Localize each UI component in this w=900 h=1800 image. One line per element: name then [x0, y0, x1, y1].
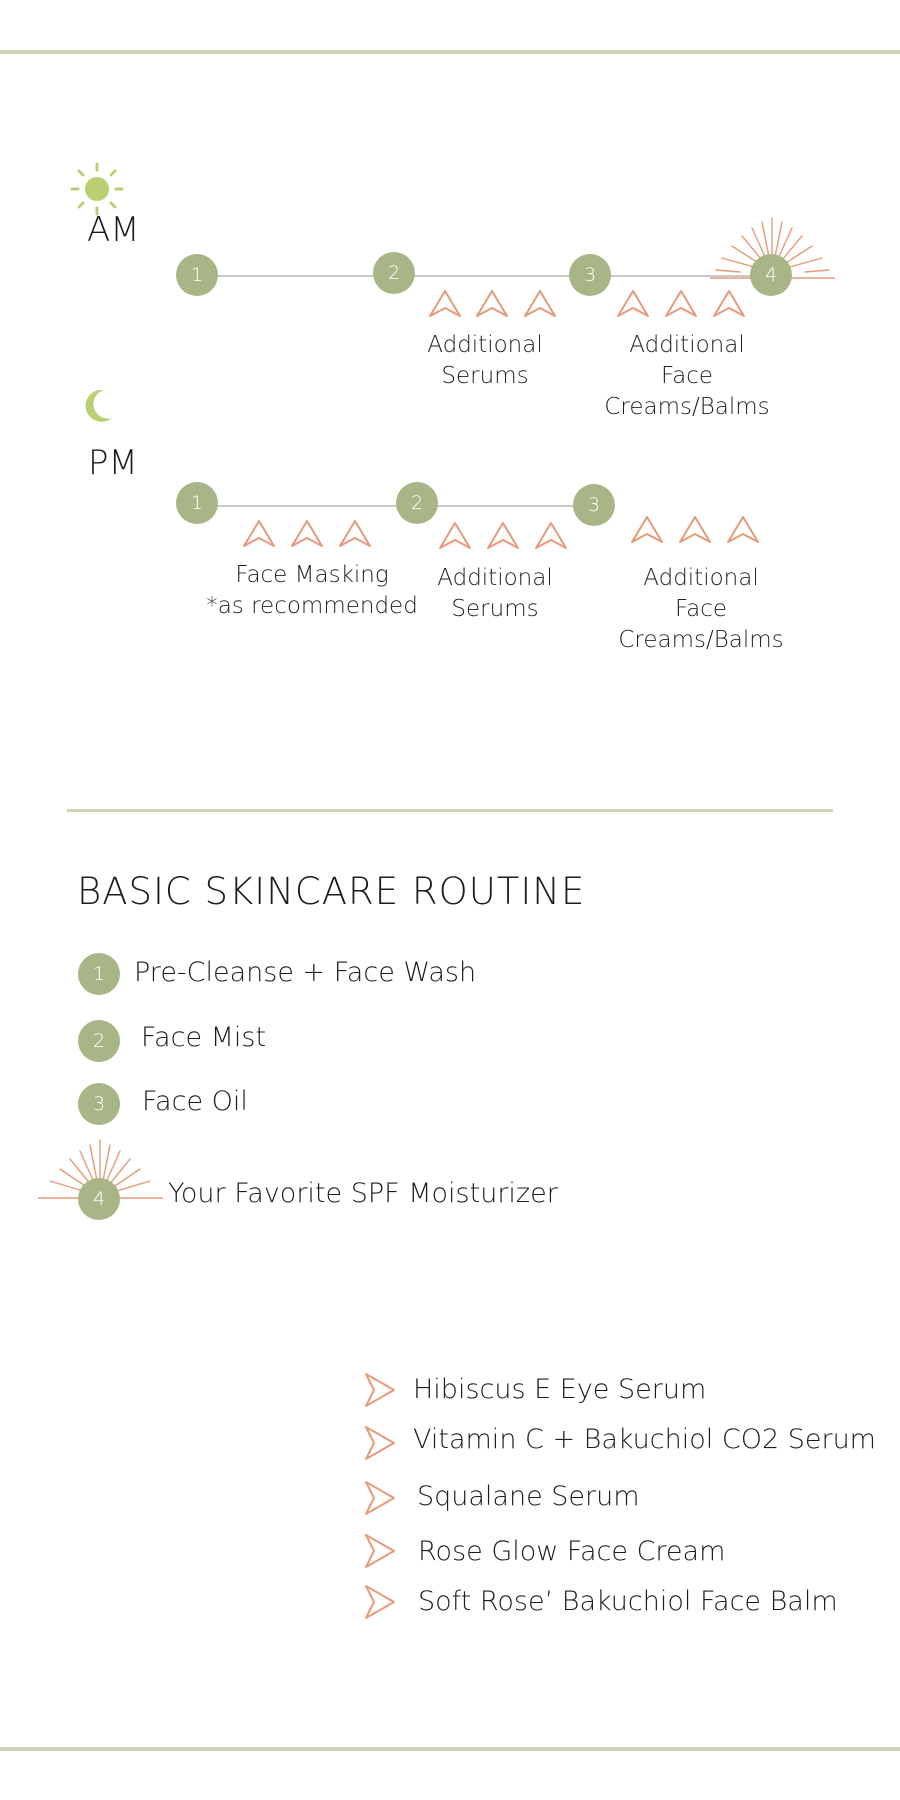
am-step-2: 2 [373, 252, 415, 294]
chevron-right-icon [364, 1480, 396, 1516]
pm-step-2: 2 [396, 482, 438, 524]
arrow-up-icon [726, 514, 760, 544]
pm-masking-label: Face Masking *as recommended [206, 562, 418, 619]
product-item: Rose Glow Face Cream [418, 1536, 726, 1567]
arrow-up-icon [616, 288, 650, 318]
am-step-3: 3 [569, 254, 611, 296]
arrow-up-icon [486, 520, 520, 550]
am-step-1: 1 [176, 254, 218, 296]
arrow-up-icon [290, 518, 324, 548]
routine-title: BASIC SKINCARE ROUTINE [77, 870, 586, 913]
routine-step-3-text: Face Oil [142, 1086, 248, 1117]
routine-step-1-text: Pre-Cleanse + Face Wash [134, 957, 477, 988]
chevron-right-icon [364, 1425, 396, 1461]
am-creams-label: Additional Face Creams/Balms [604, 332, 770, 420]
am-serums-label: Additional Serums [427, 332, 543, 389]
product-item: Vitamin C + Bakuchiol CO2 Serum [413, 1424, 876, 1455]
routine-step-2-text: Face Mist [141, 1022, 267, 1053]
product-item: Hibiscus E Eye Serum [413, 1374, 707, 1405]
routine-step-4-text: Your Favorite SPF Moisturizer [168, 1178, 558, 1209]
arrow-up-icon [712, 288, 746, 318]
arrow-up-icon [678, 514, 712, 544]
arrow-up-icon [664, 288, 698, 318]
pm-timeline-line [196, 505, 592, 507]
sun-icon [70, 162, 124, 216]
pm-step-1: 1 [176, 482, 218, 524]
moon-icon [78, 386, 118, 426]
chevron-right-icon [364, 1584, 396, 1620]
am-label: AM [87, 210, 140, 250]
chevron-right-icon [364, 1372, 396, 1408]
arrow-up-icon [534, 520, 568, 550]
routine-step-3-number: 3 [78, 1083, 120, 1125]
arrow-up-icon [438, 520, 472, 550]
product-item: Soft Rose’ Bakuchiol Face Balm [418, 1586, 838, 1617]
arrow-up-icon [630, 514, 664, 544]
arrow-up-icon [242, 518, 276, 548]
routine-step-2-number: 2 [78, 1020, 120, 1062]
pm-creams-label: Additional Face Creams/Balms [618, 565, 784, 653]
am-step-4: 4 [750, 254, 792, 296]
arrow-up-icon [428, 288, 462, 318]
pm-serums-label: Additional Serums [437, 565, 553, 622]
pm-step-3: 3 [573, 484, 615, 526]
arrow-up-icon [475, 288, 509, 318]
am-timeline-line [196, 275, 770, 277]
bottom-rule [0, 1747, 900, 1751]
section-divider [67, 809, 833, 812]
product-item: Squalane Serum [417, 1481, 640, 1512]
arrow-up-icon [338, 518, 372, 548]
routine-step-4-number: 4 [78, 1178, 120, 1220]
arrow-up-icon [523, 288, 557, 318]
top-rule [0, 50, 900, 54]
pm-label: PM [88, 443, 138, 483]
routine-step-1-number: 1 [78, 953, 120, 995]
chevron-right-icon [364, 1533, 396, 1569]
